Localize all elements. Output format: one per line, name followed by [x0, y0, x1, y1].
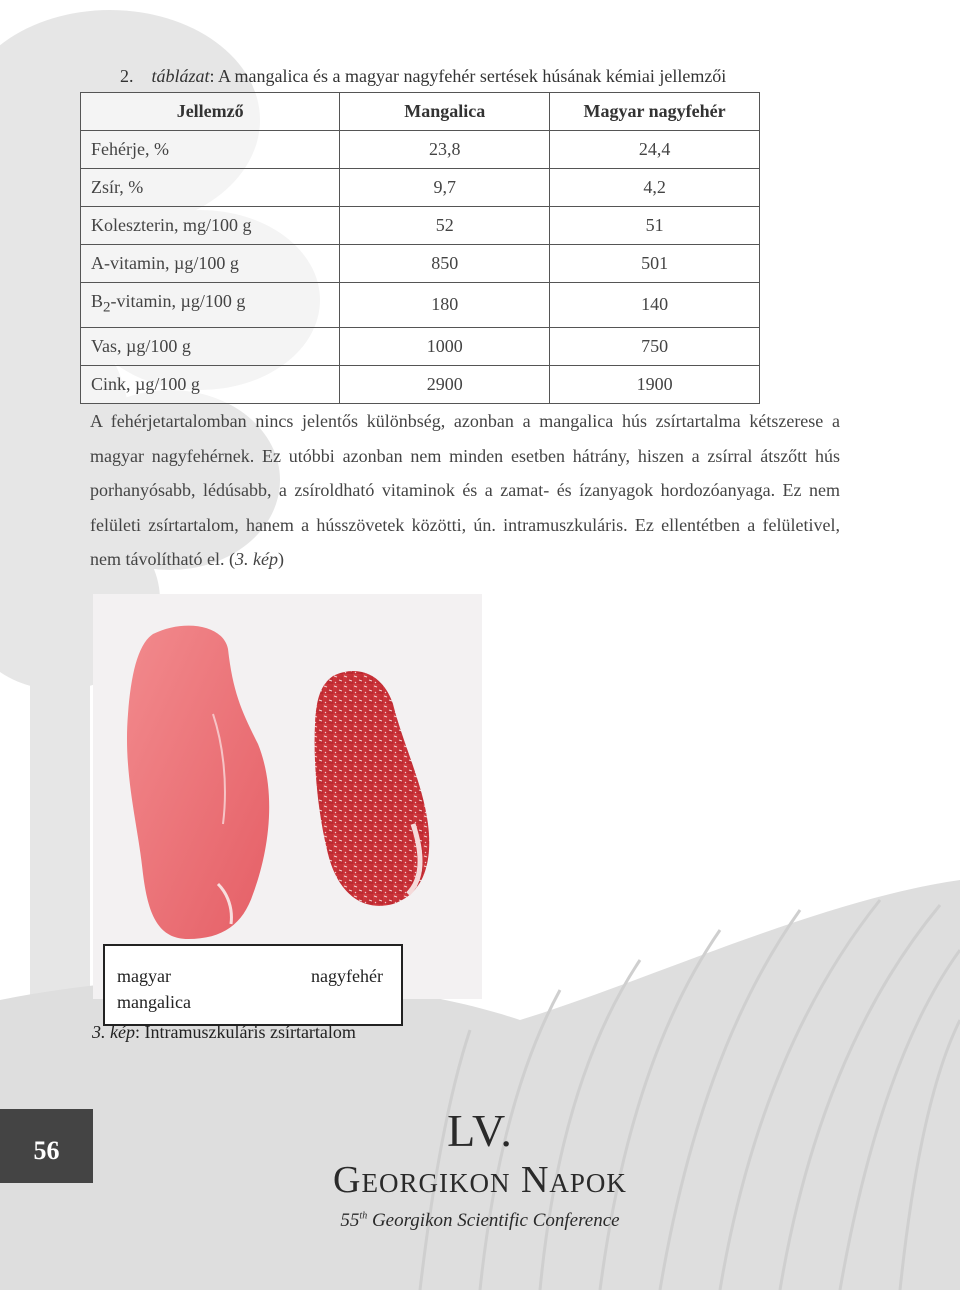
- meat-photo: [93, 594, 482, 999]
- conference-roman-numeral: LV.: [447, 1105, 513, 1156]
- subtitle-text: Georgikon Scientific Conference: [367, 1210, 620, 1231]
- caption-label: táblázat: [151, 66, 210, 86]
- cell-mangalica: 9,7: [340, 169, 550, 207]
- row-label-text: Koleszterin, mg/100 g: [91, 215, 252, 235]
- row-label: [81, 283, 340, 328]
- table-row: [81, 245, 760, 283]
- meat-illustration: [93, 594, 482, 999]
- cell-mangalica: 850: [340, 245, 550, 283]
- table-row: [81, 169, 760, 207]
- row-label: [81, 245, 340, 283]
- cell-nagyfeher: 51: [550, 207, 760, 245]
- caption-text: : A mangalica és a magyar nagyfehér sertések húsának kémiai jellemzői: [209, 66, 727, 86]
- cell-mangalica: 2900: [340, 365, 550, 403]
- row-label-text: A-vitamin, µg/100 g: [91, 253, 239, 273]
- row-label-subscript: 2: [103, 299, 111, 316]
- body-paragraph: [90, 404, 840, 577]
- conference-subtitle: [280, 1210, 680, 1232]
- row-label: [81, 365, 340, 403]
- chemical-properties-table: [80, 92, 760, 404]
- photo-caption-text: : Intramuszkuláris zsírtartalom: [134, 1022, 356, 1042]
- row-label-text: Fehérje, %: [91, 139, 169, 159]
- cell-nagyfeher: 24,4: [550, 131, 760, 169]
- row-label: [81, 327, 340, 365]
- row-label-text: Vas, µg/100 g: [91, 335, 191, 356]
- table-row: [81, 365, 760, 403]
- paragraph-text: A fehérjetartalomban nincs jelentős különbség, azonban a mangalica hús zsírtartalma kétszerese a magyar nagyfehérnek. Ez utóbbi azonban nem minden esetben hátrány, hiszen a zsírral átszőtt hús porhanyósabb, lédúsabb, a zsíroldható vitaminok és a zamat- és ízanyagok hordozóanyaga. Ez nem felületi zsírtartalom, hanem a hússzövetek közötti, ún. intramuszkuláris. Ez ellentétben a felületivel, nem távolítható el. (: [90, 411, 840, 569]
- cell-nagyfeher: 140: [550, 283, 760, 328]
- paragraph-ref-close: ): [277, 549, 284, 569]
- row-label-text: B: [91, 291, 104, 311]
- photo-label-box: [103, 944, 403, 1026]
- row-label-text: Cink, µg/100 g: [91, 373, 200, 394]
- header-mangalica: Mangalica: [340, 93, 550, 131]
- photo-caption: [92, 1022, 356, 1043]
- page-number: 56: [0, 1109, 93, 1183]
- caption-number: 2.: [120, 66, 134, 86]
- header-nagyfeher: Magyar nagyfehér: [550, 93, 760, 131]
- cell-nagyfeher: 4,2: [550, 169, 760, 207]
- conference-title: Georgikon Napok: [333, 1159, 627, 1201]
- label-magyar: magyar: [117, 966, 171, 986]
- header-jellemzo: Jellemző: [81, 93, 340, 131]
- table-row: [81, 327, 760, 365]
- table-row: [81, 283, 760, 328]
- cell-nagyfeher: 750: [550, 327, 760, 365]
- row-label-rest: -vitamin, µg/100 g: [110, 291, 246, 311]
- cell-mangalica: 52: [340, 207, 550, 245]
- photo-caption-label: 3. kép: [92, 1022, 135, 1042]
- row-label: [81, 169, 340, 207]
- subtitle-ordinal: th: [359, 1210, 368, 1222]
- table-caption: [120, 66, 840, 87]
- cell-mangalica: 1000: [340, 327, 550, 365]
- cell-nagyfeher: 1900: [550, 365, 760, 403]
- cell-mangalica: 23,8: [340, 131, 550, 169]
- cell-nagyfeher: 501: [550, 245, 760, 283]
- row-label-text: Zsír, %: [91, 177, 144, 197]
- row-label: [81, 207, 340, 245]
- label-mangalica: mangalica: [117, 992, 191, 1012]
- table-header-row: [81, 93, 760, 131]
- label-nagyfeher: nagyfehér: [311, 966, 383, 986]
- row-label: [81, 131, 340, 169]
- table-row: [81, 131, 760, 169]
- table-row: [81, 207, 760, 245]
- subtitle-number: 55: [340, 1210, 360, 1231]
- paragraph-figure-ref: 3. kép: [234, 549, 278, 569]
- cell-mangalica: 180: [340, 283, 550, 328]
